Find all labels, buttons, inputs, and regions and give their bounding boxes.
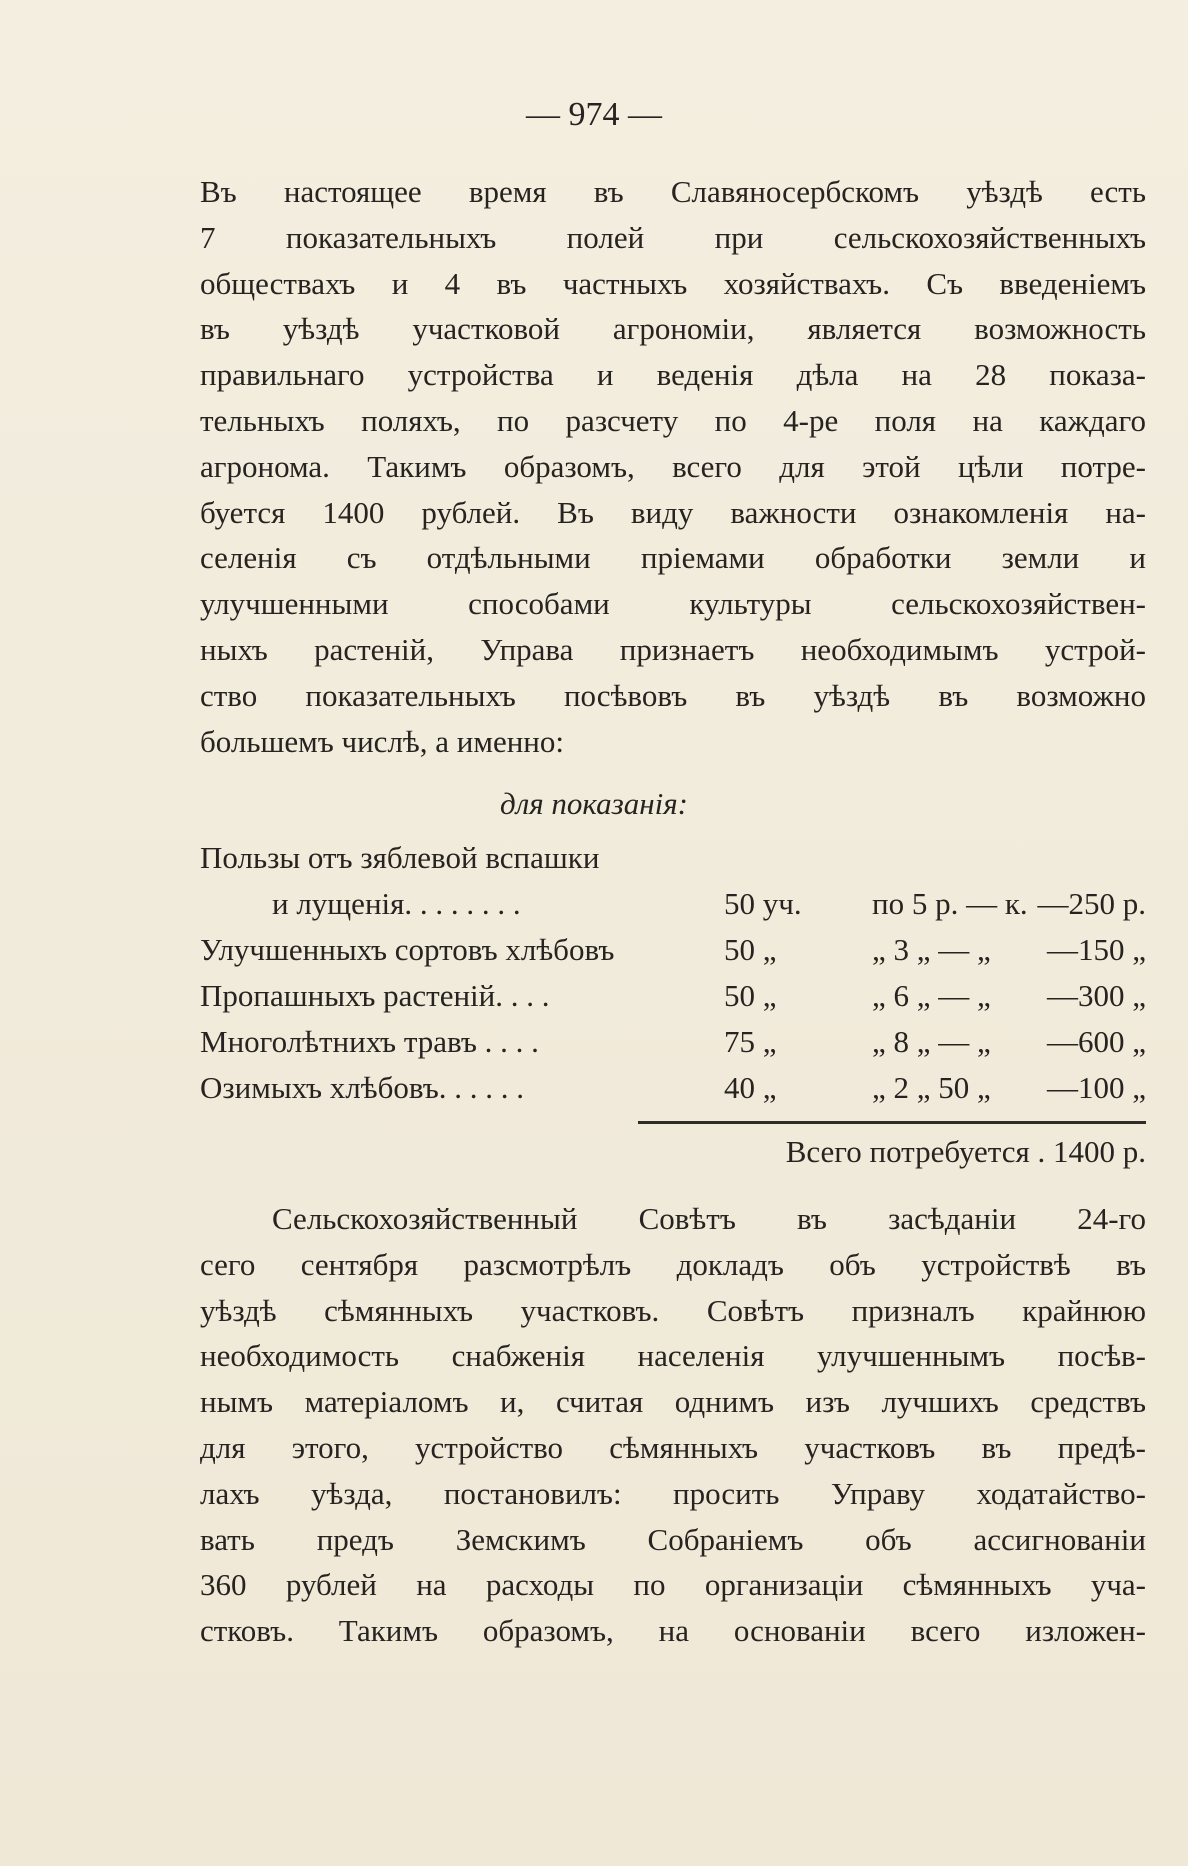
- table-row: [200, 886, 1146, 930]
- row-label: Пропашныхъ растеній. . . .: [200, 978, 550, 1013]
- paragraph-intro: [200, 169, 1146, 764]
- text-line: агронома. Такимъ образомъ, всего для этой цѣли потре-: [200, 448, 1146, 484]
- row-total: —300 „: [1046, 978, 1146, 1013]
- row-label: и лущенія. . . . . . . .: [272, 886, 521, 921]
- row-qty: 50 „: [724, 932, 777, 967]
- row-label: Улучшенныхъ сортовъ хлѣбовъ: [200, 932, 615, 967]
- text-line: улучшенными способами культуры сельскохозяйствен-: [200, 586, 1146, 622]
- text-line: сего сентября разсмотрѣлъ докладъ объ устройствѣ въ: [200, 1246, 1146, 1282]
- text-line: ство показательныхъ посѣвовъ въ уѣздѣ въ возможно: [200, 677, 1146, 713]
- row-label: Озимыхъ хлѣбовъ. . . . . .: [200, 1070, 524, 1105]
- text-line: въ уѣздѣ участковой агрономіи, является возможность: [200, 311, 1146, 347]
- text-line: 7 показательныхъ полей при сельскохозяйственныхъ: [200, 219, 1146, 255]
- table-sum: Всего потребуется . 1400 р.: [785, 1134, 1146, 1169]
- table-heading: Пользы отъ зяблевой вспашки: [200, 840, 600, 875]
- table-row: [200, 1070, 1146, 1114]
- row-qty: 50 уч.: [724, 886, 802, 921]
- text-line: Сельскохозяйственный Совѣтъ въ засѣданіи 24-го: [272, 1201, 1146, 1236]
- text-line: уѣздѣ сѣмянныхъ участковъ. Совѣтъ призналъ крайнюю: [200, 1292, 1146, 1328]
- text-line: селенія съ отдѣльными пріемами обработки земли и: [200, 540, 1146, 576]
- text-line: правильнаго устройства и веденія дѣла на 28 показа-: [200, 357, 1146, 393]
- row-rate: по 5 р. — к.: [872, 886, 1028, 921]
- row-rate: „ 3 „ — „: [872, 932, 991, 967]
- text-line: стковъ. Такимъ образомъ, на основаніи всего изложен-: [200, 1613, 1146, 1649]
- text-line: ныхъ растеній, Управа признаетъ необходимымъ устрой-: [200, 631, 1146, 667]
- table-row: [200, 1024, 1146, 1068]
- row-label: Многолѣтнихъ травъ . . . .: [200, 1024, 539, 1059]
- row-total: —100 „: [1046, 1070, 1146, 1105]
- text-line: обществахъ и 4 въ частныхъ хозяйствахъ. Съ введеніемъ: [200, 265, 1146, 301]
- page-number: — 974 —: [526, 96, 662, 133]
- text-line: лахъ уѣзда, постановилъ: просить Управу ходатайство-: [200, 1475, 1146, 1511]
- text-line: буется 1400 рублей. Въ виду важности ознакомленія на-: [200, 494, 1146, 530]
- row-qty: 75 „: [724, 1024, 777, 1059]
- text-line: для этого, устройство сѣмянныхъ участковъ въ предѣ-: [200, 1429, 1146, 1465]
- text-line: большемъ числѣ, а именно:: [200, 723, 565, 759]
- text-line: тельныхъ поляхъ, по разсчету по 4-ре поля на каждаго: [200, 402, 1146, 438]
- row-rate: „ 6 „ — „: [872, 978, 991, 1013]
- text-line: 360 рублей на расходы по организаціи сѣмянныхъ уча-: [200, 1567, 1146, 1603]
- text-line: вать предъ Земскимъ Собраніемъ объ ассигнованіи: [200, 1521, 1146, 1557]
- table-subheading: для показанія:: [500, 786, 688, 821]
- row-total: —600 „: [1046, 1024, 1146, 1059]
- sum-rule: [638, 1121, 1146, 1124]
- text-line: необходимость снабженія населенія улучшеннымъ посѣв-: [200, 1338, 1146, 1374]
- row-total: —250 р.: [1037, 886, 1146, 921]
- text-line: нымъ матеріаломъ и, считая однимъ изъ лучшихъ средствъ: [200, 1384, 1146, 1420]
- row-qty: 40 „: [724, 1070, 777, 1105]
- row-rate: „ 8 „ — „: [872, 1024, 991, 1059]
- table-row: [200, 932, 1146, 976]
- row-rate: „ 2 „ 50 „: [872, 1070, 991, 1105]
- paragraph-council: [200, 1196, 1146, 1654]
- row-qty: 50 „: [724, 978, 777, 1013]
- table-row: [200, 978, 1146, 1022]
- text-line: Въ настоящее время въ Славяносербскомъ уѣздѣ есть: [200, 174, 1146, 209]
- row-total: —150 „: [1046, 932, 1146, 967]
